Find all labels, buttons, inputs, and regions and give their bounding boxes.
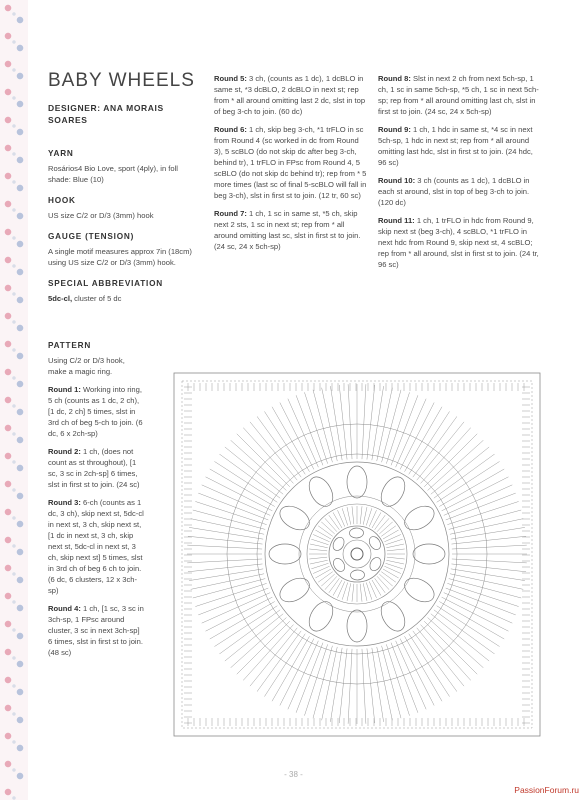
stitch-spoke: [396, 641, 427, 710]
stitch-spoke: [321, 522, 334, 534]
stitch-spoke: [206, 597, 273, 631]
stitch-spoke: [450, 519, 523, 535]
round-label: Round 6:: [214, 125, 247, 134]
abbreviation-term: 5dc-cl,: [48, 294, 73, 303]
round-label: Round 11:: [378, 216, 415, 225]
watermark: PassionForum.ru: [514, 785, 579, 795]
round-2: [48, 446, 144, 490]
stitch-spoke: [421, 625, 471, 681]
stitch-spoke: [348, 649, 352, 724]
cluster-symbol: [367, 534, 383, 551]
designer-credit: DESIGNER: ANA MORAIS SOARES: [48, 103, 164, 125]
stitch-spoke: [202, 593, 271, 624]
hook-text: US size C/2 or D/3 (3mm) hook: [48, 211, 154, 220]
chain-loop: [347, 466, 367, 498]
stitch-spoke: [379, 522, 392, 534]
cluster-symbol: [349, 528, 363, 538]
stitch-spoke: [442, 597, 509, 631]
stitch-spoke: [442, 477, 509, 511]
round-11: [378, 215, 543, 270]
stitch-spoke: [219, 454, 280, 498]
stitch-spoke: [382, 646, 401, 718]
stitch-ring: [265, 462, 449, 646]
round-text: 6-ch (counts as 1 dc, 3 ch), skip next st, 5dc-cl in next st, 3 ch, skip next st, [1 dc in next st, 3 ch, skip next st, 5dc-cl in next st, 3 ch, skip next st] 5 times, slst in 3rd ch of beg 6 ch to join. (6 dc, 6 clusters, 12 x 3ch-sp): [48, 498, 144, 595]
stitch-spoke: [363, 583, 367, 601]
stitch-spoke: [288, 399, 319, 468]
round-3: [48, 497, 144, 596]
stitch-spoke: [329, 578, 340, 593]
stitch-spoke: [360, 584, 362, 602]
stitch-spoke: [362, 649, 366, 724]
stitch-spoke: [377, 647, 393, 720]
chain-loop: [347, 610, 367, 642]
cluster-symbol: [368, 556, 383, 573]
stitch-spoke: [381, 572, 396, 583]
stitch-spoke: [444, 485, 513, 516]
stitch-spoke: [449, 579, 521, 598]
stitch-spoke: [193, 579, 265, 598]
stitch-spoke: [272, 407, 310, 472]
yarn-heading: YARN: [48, 149, 74, 158]
round-9: [378, 124, 543, 168]
stitch-spoke: [400, 403, 434, 470]
stitch-spoke: [318, 572, 333, 583]
stitch-spoke: [352, 584, 354, 602]
stitch-spoke: [296, 643, 323, 713]
cluster-symbol: [350, 570, 364, 580]
stitch-spoke: [452, 545, 527, 549]
stitch-spoke: [187, 559, 262, 563]
stitch-spoke: [231, 618, 287, 668]
stitch-spoke: [377, 576, 389, 589]
stitch-spoke: [219, 610, 280, 654]
chart-center-ring: [351, 548, 363, 560]
stitch-spoke: [372, 512, 381, 528]
stitch-spoke: [309, 557, 327, 559]
stitch-spoke: [439, 469, 504, 507]
stitch-spoke: [322, 388, 338, 461]
stitch-spoke: [396, 399, 427, 468]
stitch-spoke: [210, 602, 275, 640]
stitch-spoke: [243, 428, 293, 484]
hook-heading: HOOK: [48, 196, 76, 205]
stitch-spoke: [391, 395, 418, 465]
round-text: Working into ring, 5 ch (counts as 1 dc, 2 ch), [1 dc, 2 ch] 5 times, slst in 3rd ch of beg 5-ch to join. (6 dc, 6 x 2ch-sp): [48, 385, 143, 438]
stitch-spoke: [231, 440, 287, 490]
crochet-stitch-chart: [168, 367, 546, 742]
stitch-spoke: [325, 518, 337, 531]
chain-loop: [269, 544, 301, 564]
stitch-spoke: [377, 388, 393, 461]
round-text: 3 ch, (counts as 1 dc), 1 dcBLO in same st, *3 dcBLO, 2 dcBLO in next st; rep from * all around omitting last 2 dc, slst in top of beg 3-ch to join. (60 dc): [214, 74, 366, 116]
pattern-column: [48, 340, 144, 665]
stitch-spoke: [377, 518, 389, 531]
stitch-spoke: [391, 643, 418, 713]
stitch-spoke: [439, 602, 504, 640]
yarn-text: Rosários4 Bio Love, sport (4ply), in foll shade: Blue (10): [48, 164, 178, 184]
stitch-spoke: [387, 549, 405, 551]
stitch-spoke: [193, 510, 265, 529]
stitch-spoke: [421, 428, 471, 484]
round-text: 1 ch, (does not count as st throughout), [1 sc, 3 sc in 2ch-sp] 6 times, slst in first st to join. (24 sc): [48, 447, 140, 489]
stitch-ring: [329, 526, 385, 582]
chain-loop: [376, 473, 409, 511]
round-label: Round 10:: [378, 176, 416, 185]
stitch-spoke: [348, 384, 352, 459]
stitch-spoke: [315, 569, 331, 578]
stitch-spoke: [310, 560, 328, 564]
round-text: 1 ch, [1 sc, 3 sc in 3ch-sp, 1 FPsc around cluster, 3 sc in next 3ch-sp] 6 times, slst in first st to join. (48 sc): [48, 604, 144, 657]
stitch-spoke: [360, 506, 362, 524]
round-8: [378, 73, 543, 117]
stitch-ring: [343, 540, 371, 568]
stitch-spoke: [191, 574, 264, 590]
gauge-heading: GAUGE (TENSION): [48, 232, 135, 241]
stitch-spoke: [405, 636, 443, 701]
round-text: 1 ch, skip beg 3-ch, *1 trFLO in sc from Round 4 (sc worked in dc from Round 3), 5 scBLO (do not skip dc after beg 3-ch, behind tr), 1 trFLO in FPsc from Round 4, 5 scBLO (do not skip dc behind tr); rep from * 5 more times (last sc of final 5-scBLO will fall in beg 3-ch), slst in first st to join. (12 tr, 60 sc): [214, 125, 367, 200]
stitch-spoke: [313, 646, 332, 718]
stitch-spoke: [198, 493, 268, 520]
round-5: [214, 73, 369, 117]
chain-loop: [276, 501, 314, 534]
stitch-spoke: [375, 515, 386, 530]
stitch-spoke: [452, 559, 527, 563]
pattern-intro: Using C/2 or D/3 hook, make a magic ring.: [48, 356, 125, 376]
materials-column: [48, 148, 198, 304]
chain-loop: [276, 573, 314, 606]
stitch-spoke: [322, 647, 338, 720]
round-label: Round 7:: [214, 209, 247, 218]
stitch-spoke: [352, 506, 354, 524]
round-text: 1 ch, 1 hdc in same st, *4 sc in next 5ch-sp, 1 hdc in next st; rep from * all around omitting last hdc, slst in first st to join. (24 hdc, 96 sc): [378, 125, 533, 167]
stitch-spoke: [321, 574, 334, 586]
stitch-spoke: [386, 560, 404, 564]
chain-loop: [304, 473, 337, 511]
chain-loop: [376, 597, 409, 635]
round-label: Round 5:: [214, 74, 247, 83]
round-label: Round 4:: [48, 604, 81, 613]
stitch-spoke: [318, 526, 333, 537]
page-number: - 38 -: [284, 770, 303, 779]
stitch-spoke: [243, 625, 293, 681]
stitch-spoke: [237, 434, 290, 487]
stitch-spoke: [372, 580, 381, 596]
stitch-spoke: [434, 610, 495, 654]
round-label: Round 8:: [378, 74, 411, 83]
decorative-border: [0, 0, 28, 800]
round-label: Round 3:: [48, 498, 81, 507]
stitch-spoke: [310, 544, 328, 548]
stitch-spoke: [210, 469, 275, 507]
stitch-spoke: [280, 639, 314, 706]
stitch-spoke: [347, 583, 351, 601]
stitch-spoke: [325, 576, 337, 589]
stitch-spoke: [424, 621, 477, 674]
chain-loop: [413, 544, 445, 564]
round-label: Round 9:: [378, 125, 411, 134]
stitch-spoke: [206, 477, 273, 511]
stitch-spoke: [191, 519, 264, 535]
stitch-spoke: [309, 549, 327, 551]
stitch-spoke: [187, 545, 262, 549]
gauge-text: A single motif measures approx 7in (18cm) using US size C/2 or D/3 (3mm) hook.: [48, 247, 192, 267]
round-4: [48, 603, 144, 658]
stitch-spoke: [198, 588, 268, 615]
stitch-spoke: [237, 621, 290, 674]
stitch-spoke: [272, 636, 310, 701]
stitch-spoke: [362, 384, 366, 459]
pattern-title: BABY WHEELS: [48, 70, 195, 91]
stitch-spoke: [383, 530, 399, 539]
round-10: [378, 175, 543, 208]
stitch-spoke: [257, 416, 301, 477]
chain-loop: [400, 501, 438, 534]
stitch-spoke: [347, 507, 351, 525]
stitch-spoke: [313, 390, 332, 462]
abbreviation-heading: SPECIAL ABBREVIATION: [48, 279, 164, 288]
stitch-spoke: [363, 507, 367, 525]
stitch-spoke: [449, 510, 521, 529]
stitch-spoke: [375, 578, 386, 593]
round-label: Round 2:: [48, 447, 81, 456]
stitch-spoke: [383, 569, 399, 578]
instructions-column-2: [214, 73, 369, 259]
stitch-spoke: [379, 574, 392, 586]
stitch-spoke: [333, 580, 342, 596]
stitch-spoke: [428, 618, 484, 668]
stitch-spoke: [382, 390, 401, 462]
stitch-spoke: [257, 631, 301, 692]
round-text: 3 ch (counts as 1 dc), 1 dcBLO in each st around, slst in top of beg 3-ch to join. (120 dc): [378, 176, 530, 207]
abbreviation-text: [48, 293, 198, 304]
stitch-spoke: [386, 544, 404, 548]
stitch-spoke: [450, 574, 523, 590]
stitch-spoke: [280, 403, 314, 470]
stitch-spoke: [400, 639, 434, 706]
stitch-spoke: [428, 440, 484, 490]
round-label: Round 1:: [48, 385, 81, 394]
round-6: [214, 124, 369, 201]
round-text: Slst in next 2 ch from next 5ch-sp, 1 ch, 1 sc in same 5ch-sp, *5 ch, 1 sc in next 5ch-sp; rep from * all around omitting last ch, slst in first st to join. (24 sc, 24 x 5ch-sp): [378, 74, 539, 116]
stitch-spoke: [424, 434, 477, 487]
stitch-spoke: [296, 395, 323, 465]
cluster-symbol: [331, 535, 346, 552]
stitch-spoke: [202, 485, 271, 516]
round-text: 1 ch, 1 sc in same st, *5 ch, skip next 2 sts, 1 sc in next st; rep from * all around omitting last sc, slst in first st to join. (24 sc, 24 x 5ch-sp): [214, 209, 361, 251]
abbreviation-definition: cluster of 5 dc: [72, 294, 122, 303]
round-1: [48, 384, 144, 439]
stitch-spoke: [413, 416, 457, 477]
stitch-spoke: [413, 631, 457, 692]
stitch-spoke: [405, 407, 443, 472]
round-text: 1 ch, 1 trFLO in hdc from Round 9, skip next st (beg 3-ch), 4 scBLO, *1 trFLO in next hdc from Round 9, skip next st, 4 scBLO; rep from * all around, slst in first st to join. (24 tr, 96 sc): [378, 216, 539, 269]
stitch-spoke: [381, 526, 396, 537]
round-7: [214, 208, 369, 252]
stitch-spoke: [315, 530, 331, 539]
instructions-column-3: [378, 73, 543, 277]
chain-loop: [400, 573, 438, 606]
chain-loop: [304, 597, 337, 635]
stitch-spoke: [446, 493, 516, 520]
cluster-symbol: [331, 556, 347, 573]
pattern-heading: PATTERN: [48, 341, 92, 350]
stitch-spoke: [444, 593, 513, 624]
stitch-spoke: [329, 515, 340, 530]
stitch-spoke: [333, 512, 342, 528]
stitch-spoke: [446, 588, 516, 615]
stitch-spoke: [434, 454, 495, 498]
stitch-spoke: [387, 557, 405, 559]
stitch-spoke: [288, 641, 319, 710]
